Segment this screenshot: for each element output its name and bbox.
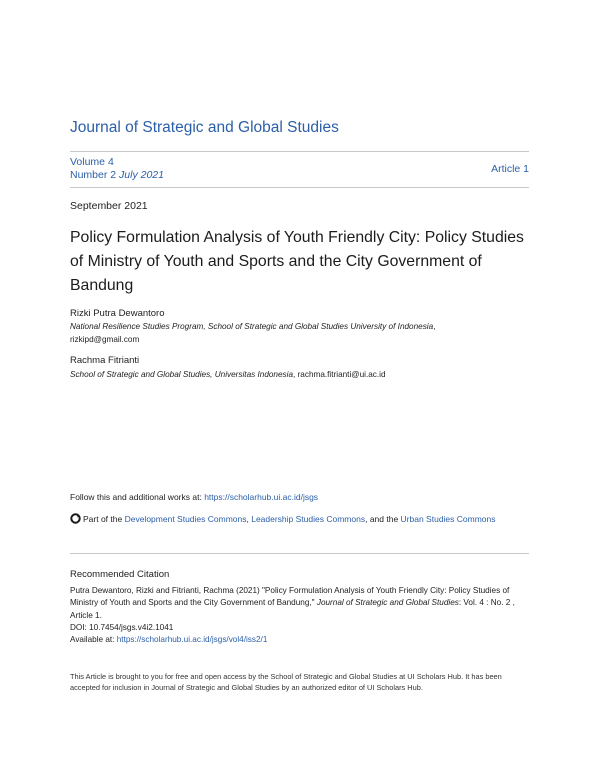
available-link[interactable]: https://scholarhub.ui.ac.id/jsgs/vol4/iss2/1 bbox=[116, 635, 268, 645]
affiliation-text-2: School of Strategic and Global Studies, Universitas Indonesia bbox=[70, 370, 294, 379]
citation-text: Putra Dewantoro, Rizki and Fitrianti, Rachma (2021) "Policy Formulation Analysis of Youth Friendly City: Policy Studies of Ministry of Youth and Sports and the City Government of Bandung," bbox=[70, 586, 510, 608]
available-label: Available at: bbox=[70, 635, 117, 645]
open-access-icon bbox=[70, 513, 81, 524]
affiliation-text-1: National Resilience Studies Program, School of Strategic and Global Studies University of Indonesia bbox=[70, 322, 434, 331]
article-date: September 2021 bbox=[70, 200, 148, 212]
article-title: Policy Formulation Analysis of Youth Friendly City: Policy Studies of Ministry of Youth and Sports and the City Government of Bandung bbox=[70, 229, 524, 295]
citation-divider bbox=[70, 553, 529, 554]
follow-link[interactable]: https://scholarhub.ui.ac.id/jsgs bbox=[204, 492, 319, 502]
urban-studies-link[interactable]: Urban Studies Commons bbox=[400, 514, 496, 524]
part-of-prefix: Part of the bbox=[83, 514, 125, 524]
article-number[interactable]: Article 1 bbox=[491, 163, 529, 175]
citation-doi: DOI: 10.7454/jsgs.v4i2.1041 bbox=[70, 622, 174, 632]
author-name-1: Rizki Putra Dewantoro bbox=[70, 308, 165, 319]
citation-journal: Journal of Strategic and Global Studies bbox=[316, 598, 459, 608]
footer-note: This Article is brought to you for free and open access by the School of Strategic and Global Studies at UI Scholars Hub. It has been accepted for inclusion in Journal of Strategic and Global Studies by an authorized editor of UI Scholars Hub. bbox=[70, 672, 502, 692]
recommended-citation bbox=[70, 585, 532, 646]
citation-vol: : Vol. 4 : No. 2 , Article 1. bbox=[70, 598, 515, 620]
author-email-1: rizkipd@gmail.com bbox=[70, 335, 140, 344]
development-studies-link[interactable]: Development Studies Commons bbox=[124, 514, 247, 524]
author-affiliation-2: School of Strategic and Global Studies, Universitas Indonesia, rachma.fitrianti@ui.ac.id bbox=[70, 370, 386, 379]
author-name-2: Rachma Fitrianti bbox=[70, 355, 140, 366]
follow-label: Follow this and additional works at: bbox=[70, 492, 205, 502]
part-of-sep-1: , bbox=[246, 514, 252, 524]
issue-date[interactable]: July 2021 bbox=[119, 168, 164, 181]
number-date[interactable] bbox=[70, 169, 164, 182]
follow-line bbox=[70, 492, 318, 502]
number-label[interactable]: Number 2 bbox=[70, 168, 117, 181]
issue-divider bbox=[70, 187, 529, 188]
part-of-sep-2: , and the bbox=[365, 514, 401, 524]
author-affiliation-1: National Resilience Studies Program, School of Strategic and Global Studies University of Indonesia, rizkipd@gmail.com bbox=[70, 322, 436, 344]
journal-title[interactable]: Journal of Strategic and Global Studies bbox=[70, 119, 339, 136]
header-divider bbox=[70, 151, 529, 152]
part-of-line bbox=[70, 512, 532, 528]
leadership-studies-link[interactable]: Leadership Studies Commons bbox=[251, 514, 366, 524]
author-email-2: rachma.fitrianti@ui.ac.id bbox=[297, 370, 386, 379]
issue-info[interactable] bbox=[70, 156, 164, 181]
volume-label[interactable]: Volume 4 bbox=[70, 156, 114, 168]
recommended-citation-heading: Recommended Citation bbox=[70, 569, 170, 580]
